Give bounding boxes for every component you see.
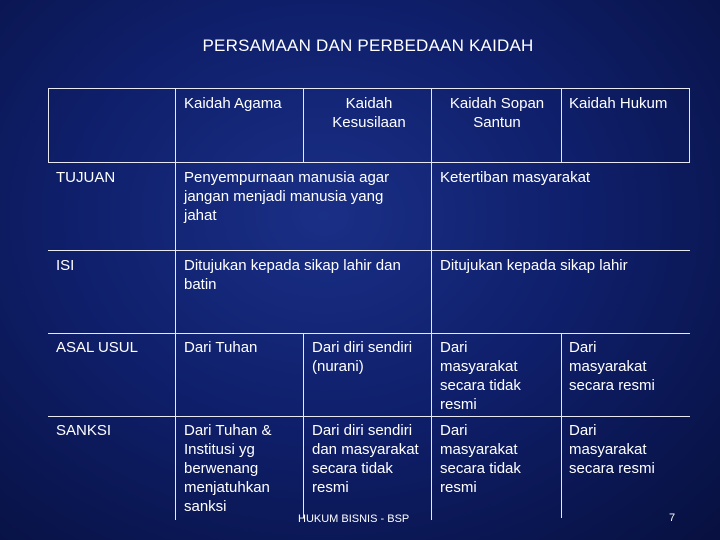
sanksi-kesusilaan: Dari diri sendiri dan masyarakat secara tidak resmi <box>312 422 419 496</box>
column-header-kaidah-kesusilaan: Kaidah Kesusilaan <box>332 95 406 131</box>
column-divider <box>303 333 304 518</box>
tujuan-sopan-hukum: Ketertiban masyarakat <box>440 169 591 186</box>
column-divider <box>561 333 562 518</box>
sanksi-hukum: Dari masyarakat secara resmi <box>569 422 655 477</box>
row-label-sanksi: SANKSI <box>56 422 112 439</box>
asal-usul-agama: Dari Tuhan <box>184 339 258 356</box>
column-divider <box>561 88 562 163</box>
table-border <box>48 88 690 89</box>
asal-usul-kesusilaan: Dari diri sendiri (nurani) <box>312 339 413 375</box>
sanksi-agama: Dari Tuhan & Institusi yg berwenang menjatuhkan sanksi <box>184 422 272 515</box>
row-label-tujuan: TUJUAN <box>56 169 116 186</box>
row-divider <box>48 250 690 251</box>
table-border <box>689 88 690 163</box>
row-divider <box>48 416 690 417</box>
row-label-asal-usul: ASAL USUL <box>56 339 138 356</box>
isi-agama-kesusilaan: Ditujukan kepada sikap lahir dan batin <box>184 257 401 293</box>
column-header-kaidah-hukum: Kaidah Hukum <box>569 95 668 112</box>
column-divider <box>431 88 432 520</box>
column-divider <box>175 88 176 520</box>
isi-sopan-hukum: Ditujukan kepada sikap lahir <box>440 257 628 274</box>
footer-text: HUKUM BISNIS - BSP <box>298 513 410 525</box>
tujuan-agama-kesusilaan: Penyempurnaan manusia agar jangan menjadi manusia yang jahat <box>184 169 390 224</box>
asal-usul-sopan-santun: Dari masyarakat secara tidak resmi <box>440 339 521 413</box>
column-header-kaidah-sopan-santun: Kaidah Sopan Santun <box>449 95 545 131</box>
sanksi-sopan-santun: Dari masyarakat secara tidak resmi <box>440 422 521 496</box>
column-header-kaidah-agama: Kaidah Agama <box>184 95 282 112</box>
page-number: 7 <box>669 512 676 524</box>
column-divider <box>303 88 304 163</box>
table-border <box>48 162 690 163</box>
row-divider <box>48 333 690 334</box>
table-border <box>48 88 49 163</box>
row-label-isi: ISI <box>56 257 75 274</box>
slide-title: PERSAMAAN DAN PERBEDAAN KAIDAH <box>202 36 534 55</box>
asal-usul-hukum: Dari masyarakat secara resmi <box>569 339 655 394</box>
